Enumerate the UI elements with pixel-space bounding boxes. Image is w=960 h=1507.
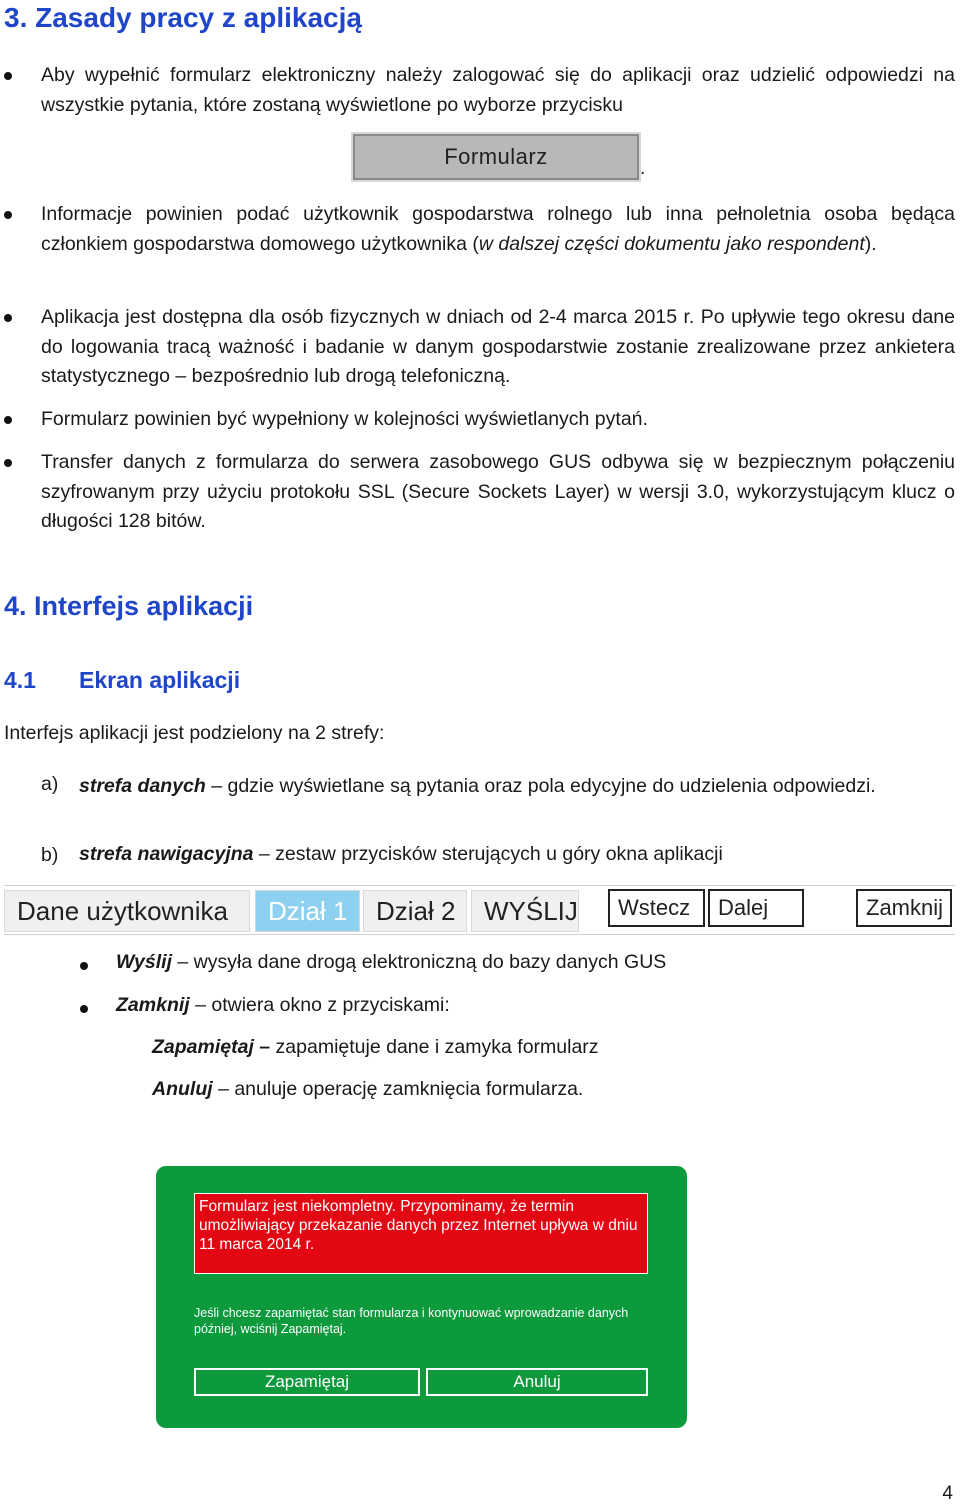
back-button[interactable]: Wstecz xyxy=(608,889,705,927)
tab-dane-uzytkownika[interactable]: Dane użytkownika xyxy=(4,890,250,932)
interface-intro: Interfejs aplikacji jest podzielony na 2 strefy: xyxy=(4,722,385,744)
zamknij-desc: Zamknij – otwiera okno z przyciskami: xyxy=(116,994,450,1016)
anuluj-desc: Anuluj – anuluje operację zamknięcia formularza. xyxy=(152,1078,584,1100)
wyslij-desc: Wyślij – wysyła dane drogą elektroniczną do bazy danych GUS xyxy=(116,951,667,973)
bullet-4-text: Formularz powinien być wypełniony w kolejności wyświetlanych pytań. xyxy=(41,408,648,430)
section-4-title: 4. Interfejs aplikacji xyxy=(4,591,254,621)
tab-dzial-1[interactable]: Dział 1 xyxy=(255,890,360,932)
dialog-info: Jeśli chcesz zapamiętać stan formularza i kontynuować wprowadzanie danych później, wciśnij Zapamiętaj. xyxy=(194,1306,629,1336)
cancel-button[interactable]: Anuluj xyxy=(426,1368,648,1396)
next-button[interactable]: Dalej xyxy=(708,889,804,927)
bullet-dot xyxy=(4,416,12,424)
tab-wyslij[interactable]: WYŚLIJ xyxy=(471,890,579,932)
formularz-button[interactable]: Formularz xyxy=(351,132,641,182)
bullet-3-text: Aplikacja jest dostępna dla osób fizycznych w dniach od 2-4 marca 2015 r. Po upływie tego okresu dane do logowania tracą ważność i badanie w danym gospodarstwie zostanie zrealizowane przez ankietera statystycznego – bezpośrednio lub drogą telefoniczną. xyxy=(41,306,955,387)
close-dialog xyxy=(156,1166,687,1428)
dialog-warning: Formularz jest niekompletny. Przypominamy, że termin umożliwiający przekazanie danych przez Internet upływa w dniu 11 marca 2014 r. xyxy=(194,1193,648,1274)
item-b-text: strefa nawigacyjna – zestaw przycisków sterujących u góry okna aplikacji xyxy=(79,843,723,865)
section-3-title: 3. Zasady pracy z aplikacją xyxy=(4,2,362,33)
page-number: 4 xyxy=(942,1483,953,1504)
bullet-dot xyxy=(4,314,12,322)
item-a-text: strefa danych – gdzie wyświetlane są pytania oraz pola edycyjne do udzielenia odpowiedzi. xyxy=(79,775,876,797)
period: . xyxy=(640,158,646,179)
navigation-bar xyxy=(4,885,955,935)
item-a-marker: a) xyxy=(41,773,59,795)
bullet-dot xyxy=(4,72,12,80)
zapamietaj-desc: Zapamiętaj – zapamiętuje dane i zamyka formularz xyxy=(152,1036,599,1058)
bullet-dot xyxy=(80,962,88,970)
bullet-dot xyxy=(4,459,12,467)
bullet-dot xyxy=(80,1005,88,1013)
tab-dzial-2[interactable]: Dział 2 xyxy=(363,890,467,932)
subsection-title: Ekran aplikacji xyxy=(79,667,241,693)
bullet-dot xyxy=(4,211,12,219)
bullet-2-text: Informacje powinien podać użytkownik gospodarstwa rolnego lub inna pełnoletnia osoba będąca członkiem gospodarstwa domowego użytkownika (w dalszej części dokumentu jako respondent). xyxy=(41,203,955,255)
close-button[interactable]: Zamknij xyxy=(856,889,952,927)
save-button[interactable]: Zapamiętaj xyxy=(194,1368,420,1396)
bullet-5-text: Transfer danych z formularza do serwera zasobowego GUS odbywa się w bezpiecznym połączeniu szyfrowanym przy użyciu protokołu SSL (Secure Sockets Layer) w wersji 3.0, wykorzystującym klucz o długości 128 bitów. xyxy=(41,451,955,532)
bullet-1-text: Aby wypełnić formularz elektroniczny należy zalogować się do aplikacji oraz udzielić odpowiedzi na wszystkie pytania, które zostaną wyświetlone po wyborze przycisku xyxy=(41,64,955,116)
subsection-number: 4.1 xyxy=(4,667,36,693)
item-b-marker: b) xyxy=(41,844,59,866)
